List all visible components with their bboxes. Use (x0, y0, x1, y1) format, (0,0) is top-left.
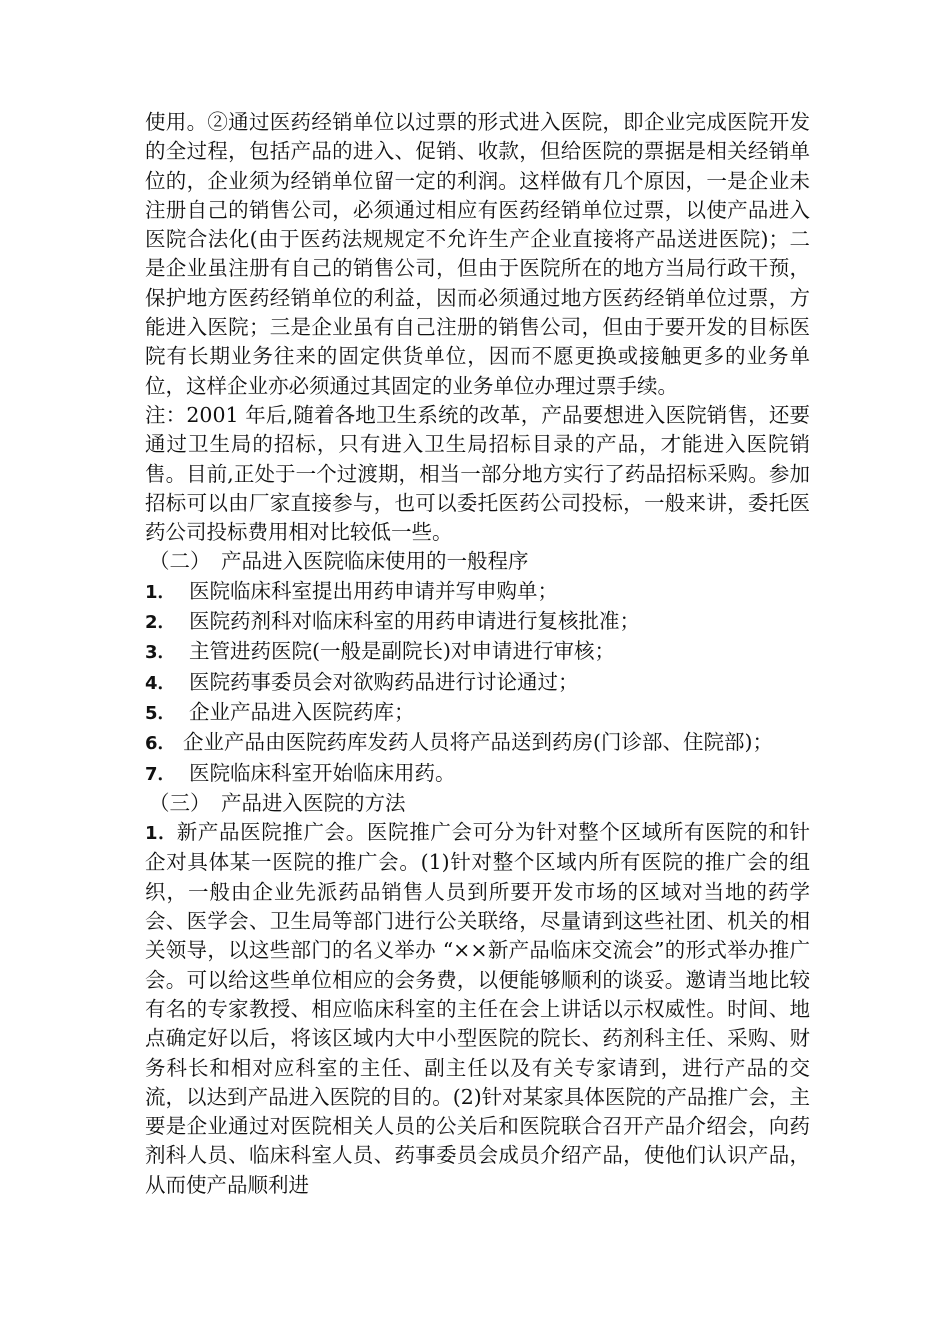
section-title-2: 产品进入医院临床使用的一般程序 (221, 549, 529, 574)
step-text: 医院药剂科对临床科室的用药申请进行复核批准； (189, 609, 640, 634)
step-number: 4． (145, 672, 176, 694)
method-paragraph (145, 818, 810, 1200)
method-number: 1． (145, 823, 177, 845)
procedure-step (145, 577, 810, 607)
document-page (145, 108, 810, 1200)
procedure-step (145, 728, 810, 758)
note-paragraph: 注：2001 年后,随着各地卫生系统的改革，产品要想进入医院销售，还要通过卫生局的招标，只有进入卫生局招标目录的产品，才能进入医院销售。目前,正处于一个过渡期，相当一部分地方实行了药品招标采购。参加招标可以由厂家直接参与，也可以委托医药公司投标，一般来讲，委托医药公司投标费用相对比较低一些。 (145, 402, 810, 545)
step-text: 企业产品由医院药库发药人员将产品送到药房(门诊部、住院部)； (183, 730, 773, 755)
section-title-3: 产品进入医院的方法 (221, 790, 406, 815)
step-number: 2． (145, 612, 176, 634)
procedure-list (145, 577, 810, 789)
step-number: 7． (145, 763, 176, 785)
procedure-step (145, 637, 810, 667)
step-number: 6． (145, 733, 176, 755)
step-number: 1． (145, 581, 176, 603)
section-number-3: （三） (149, 790, 211, 815)
body-paragraph-intro: 使用。②通过医药经销单位以过票的形式进入医院，即企业完成医院开发的全过程，包括产品的进入、促销、收款，但给医院的票据是相关经销单位的，企业须为经销单位留一定的利润。这样做有几个原因，一是企业未注册自己的销售公司，必须通过相应有医药经销单位过票，以使产品进入医院合法化(由于医药法规规定不允许生产企业直接将产品送进医院)；二是企业虽注册有自己的销售公司，但由于医院所在的地方当局行政干预，保护地方医药经销单位的利益，因而必须通过地方医药经销单位过票，方能进入医院；三是企业虽有自己注册的销售公司，但由于要开发的目标医院有长期业务往来的固定供货单位，因而不愿更换或接触更多的业务单位，这样企业亦必须通过其固定的业务单位办理过票手续。 (145, 110, 810, 398)
step-text: 主管进药医院(一般是副院长)对申请进行审核； (189, 639, 615, 664)
section-number-2: （二） (149, 549, 211, 574)
step-text: 企业产品进入医院药库； (189, 699, 415, 724)
procedure-step (145, 698, 810, 728)
step-number: 3． (145, 642, 176, 664)
step-text: 医院临床科室提出用药申请并写申购单； (189, 578, 558, 603)
procedure-step (145, 607, 810, 637)
procedure-step (145, 668, 810, 698)
step-text: 医院临床科室开始临床用药。 (189, 760, 456, 785)
method-text: 新产品医院推广会。医院推广会可分为针对整个区域所有医院的和针企对具体某一医院的推广会。(1)针对整个区域内所有医院的推广会的组织，一般由企业先派药品销售人员到所要开发市场的区域对当地的药学会、医学会、卫生局等部门进行公关联络，尽量请到这些社团、机关的相关领导，以这些部门的名义举办 “××新产品临床交流会”的形式举办推广会。可以给这些单位相应的会务费，以便能够顺利的谈妥。邀请当地比较有名的专家教授、相应临床科室的主任在会上讲话以示权威性。时间、地点确定好以后，将该区域内大中小型医院的院长、药剂科主任、采购、财务科长和相对应科室的主任、副主任以及有关专家请到，进行产品的交流，以达到产品进入医院的目的。(2)针对某家具体医院的产品推广会，主要是企业通过对医院相关人员的公关后和医院联合召开产品介绍会，向药剂科人员、临床科室人员、药事委员会成员介绍产品，使他们认识产品，从而使产品顺利进 (145, 820, 810, 1197)
procedure-step (145, 759, 810, 789)
step-text: 医院药事委员会对欲购药品进行讨论通过； (189, 669, 579, 694)
section-heading-3 (145, 789, 810, 818)
step-number: 5． (145, 702, 176, 724)
section-heading-2 (145, 547, 810, 576)
